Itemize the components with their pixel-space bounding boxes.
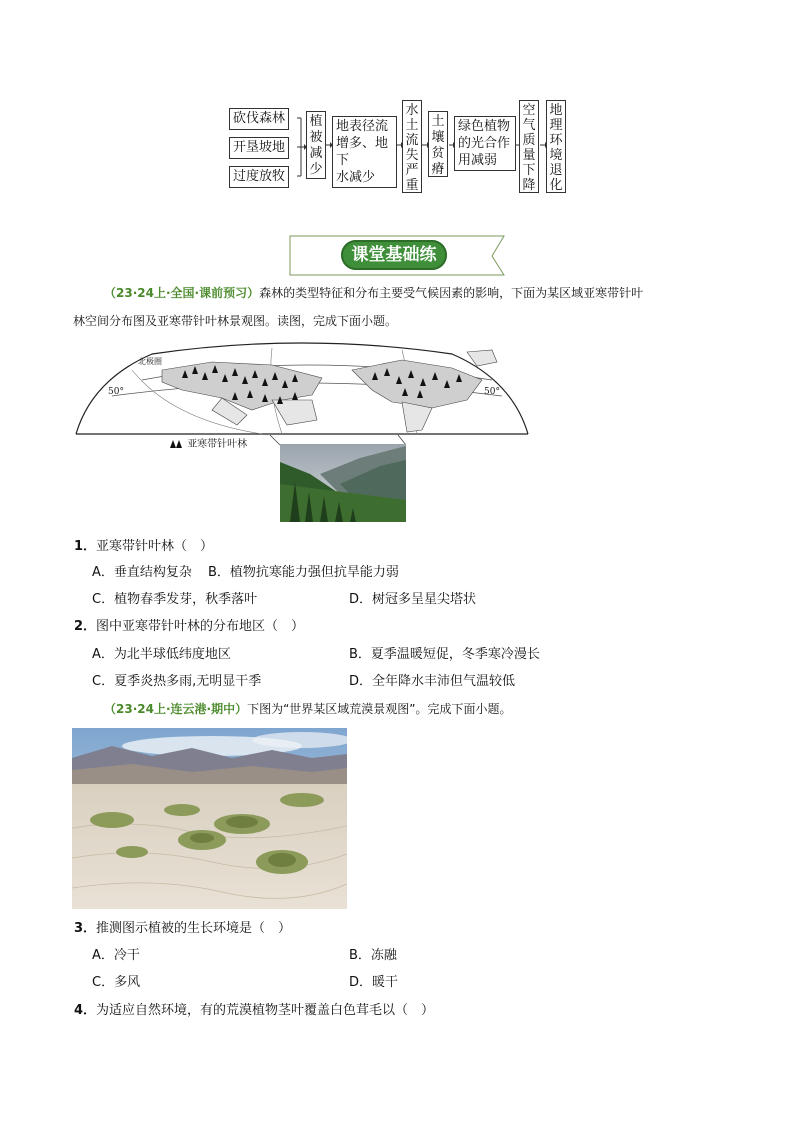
option-3A[interactable]: A．冷干 — [92, 948, 140, 963]
tree-icon — [168, 438, 184, 450]
step-photosynthesis-box: 绿色植物 的光合作 用减弱 — [454, 116, 516, 171]
question-2: 2．图中亚寒带针叶林的分布地区（ ） — [74, 619, 305, 634]
step-erosion-box: 水土流失严重 — [402, 100, 422, 193]
cause-box: 过度放牧 — [229, 166, 289, 188]
option-3B[interactable]: B．冻融 — [349, 948, 397, 963]
step-text: 植被减少 — [309, 114, 323, 177]
lat-left-label: 50° — [108, 387, 124, 397]
intro-paragraph-line2: 林空间分布图及亚寒带针叶林景观图。读图，完成下面小题。 — [73, 314, 398, 328]
lat-right-label: 50° — [484, 387, 500, 397]
question-1: 1．亚寒带针叶林（ ） — [74, 539, 214, 554]
option-1B[interactable]: B．植物抗寒能力强但抗旱能力弱 — [208, 565, 399, 580]
option-1C[interactable]: C．植物春季发芽，秋季落叶 — [92, 592, 258, 607]
flow-connectors — [0, 0, 794, 200]
map-legend — [168, 438, 247, 452]
step-environment-box: 地理环境退化 — [546, 100, 566, 193]
option-1A[interactable]: A．垂直结构复杂 — [92, 565, 192, 580]
taiga-landscape-photo — [280, 444, 406, 522]
desert-landscape-photo — [72, 728, 347, 909]
question-4: 4．为适应自然环境，有的荒漠植物茎叶覆盖白色茸毛以（ ） — [74, 1003, 435, 1018]
option-2A[interactable]: A．为北半球低纬度地区 — [92, 647, 231, 662]
arctic-circle-label: 北极圈 — [138, 357, 162, 366]
option-1D[interactable]: D．树冠多呈星尖塔状 — [349, 592, 477, 607]
legend-label: 亚寒带针叶林 — [187, 439, 248, 450]
step-runoff-box: 地表径流 增多、地下 水减少 — [332, 116, 397, 188]
step-vegetation-box — [306, 111, 326, 179]
intro-paragraph: （23·24上·全国·课前预习）森林的类型特征和分布主要受气候因素的影响，下面为某区域亚寒带针叶 — [104, 286, 644, 300]
question-3: 3．推测图示植被的生长环境是（ ） — [74, 921, 292, 936]
step-soil-box: 土壤贫瘠 — [428, 111, 448, 177]
option-2D[interactable]: D．全年降水丰沛但气温较低 — [349, 674, 516, 689]
option-2C[interactable]: C．夏季炎热多雨,无明显干季 — [92, 674, 262, 689]
coniferous-forest-map — [72, 340, 532, 440]
source-tag: （23·24上·连云港·期中） — [104, 702, 248, 716]
section-title: 课堂基础练 — [341, 240, 447, 270]
option-3D[interactable]: D．暖干 — [349, 975, 399, 990]
option-2B[interactable]: B．夏季温暖短促，冬季寒冷漫长 — [349, 647, 540, 662]
option-3C[interactable]: C．多风 — [92, 975, 141, 990]
cause-box: 砍伐森林 — [229, 108, 289, 130]
source-tag: （23·24上·全国·课前预习） — [104, 286, 260, 300]
step-air-box: 空气质量下降 — [519, 100, 539, 193]
intro-paragraph-2: （23·24上·连云港·期中）下图为“世界某区域荒漠景观图”。完成下面小题。 — [104, 702, 512, 716]
cause-box: 开垦坡地 — [229, 137, 289, 159]
